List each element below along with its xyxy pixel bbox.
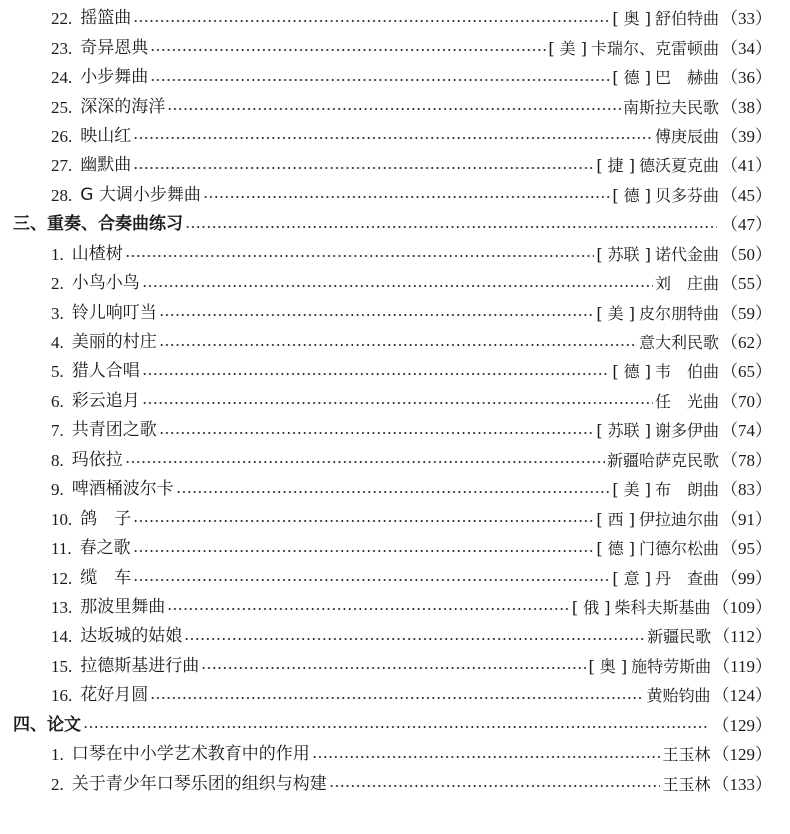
entry-composer: 丹 查曲 — [654, 568, 719, 588]
entry-composer: 刘 庄曲 — [654, 274, 719, 294]
entry-composer: 皮尔朋特曲 — [638, 303, 719, 323]
dot-leader — [142, 402, 653, 404]
entry-number: 26. — [51, 126, 73, 146]
entry-number: 13. — [51, 597, 73, 617]
toc-entry[interactable] — [0, 652, 790, 681]
entry-title: 彩云追月 — [71, 390, 140, 411]
entry-attribution — [596, 505, 790, 534]
entry-composer: 王玉林 — [662, 774, 711, 794]
entry-attribution — [596, 416, 790, 445]
entry-page-number: （78） — [721, 450, 772, 470]
dot-leader — [312, 756, 661, 758]
entry-attribution — [655, 269, 790, 298]
entry-title: 幽默曲 — [80, 155, 132, 176]
toc-entry[interactable] — [0, 504, 790, 533]
toc-entry[interactable] — [0, 298, 790, 327]
entry-attribution — [596, 151, 790, 180]
entry-title: 达坂城的姑娘 — [80, 626, 183, 647]
entry-title: 啤酒桶波尔卡 — [71, 479, 174, 500]
entry-composer: 卡瑞尔、克雷顿曲 — [590, 38, 719, 58]
dot-leader — [185, 226, 717, 228]
entry-number: 2. — [51, 274, 64, 294]
entry-composer: 巴 赫曲 — [654, 68, 719, 88]
dot-leader — [133, 520, 594, 522]
entry-title: 映山红 — [80, 125, 132, 146]
entry-number: 7. — [51, 421, 64, 441]
entry-page-number: （36） — [721, 68, 772, 88]
entry-composer: 门德尔松曲 — [638, 539, 719, 559]
entry-composer: 傅庚辰曲 — [654, 126, 719, 146]
toc-entry[interactable] — [0, 534, 790, 563]
entry-country: [ 苏联 ] — [596, 244, 651, 264]
toc-entry[interactable] — [0, 740, 790, 769]
dot-leader — [167, 608, 570, 610]
entry-number: 15. — [51, 656, 73, 676]
entry-country: [ 俄 ] — [571, 597, 611, 617]
entry-country: [ 苏联 ] — [596, 421, 651, 441]
entry-composer: 韦 伯曲 — [654, 362, 719, 382]
entry-number: 3. — [51, 303, 64, 323]
entry-country: [ 美 ] — [612, 480, 651, 500]
entry-number: 三、 — [13, 214, 47, 235]
entry-composer: 伊拉迪尔曲 — [638, 509, 719, 529]
entry-page-number: （119） — [713, 656, 772, 676]
dot-leader — [159, 314, 595, 316]
dot-leader — [142, 373, 611, 375]
entry-country: [ 奥 ] — [612, 9, 651, 29]
entry-attribution — [572, 593, 790, 622]
toc-entry[interactable] — [0, 622, 790, 651]
entry-title: 缆 车 — [80, 567, 132, 588]
toc-entry[interactable] — [0, 563, 790, 592]
entry-country: [ 美 ] — [596, 303, 635, 323]
toc-entry[interactable] — [0, 328, 790, 357]
dot-leader — [150, 49, 546, 51]
entry-country: [ 德 ] — [612, 185, 651, 205]
entry-composer: 意大利民歌 — [638, 333, 719, 353]
entry-title: 共青团之歌 — [71, 420, 157, 441]
entry-page-number: （124） — [712, 686, 772, 706]
entry-attribution — [662, 740, 790, 769]
entry-composer: 新疆民歌 — [647, 627, 712, 647]
entry-composer: 贝多芬曲 — [654, 185, 719, 205]
entry-composer: 谢多伊曲 — [654, 421, 719, 441]
dot-leader — [159, 432, 595, 434]
entry-country: [ 西 ] — [596, 509, 635, 529]
entry-page-number: （129） — [712, 715, 772, 735]
entry-attribution — [612, 475, 790, 504]
entry-attribution — [655, 122, 790, 151]
entry-attribution — [596, 240, 790, 269]
entry-title: 拉德斯基进行曲 — [80, 655, 200, 676]
entry-number: 四、 — [13, 714, 47, 735]
entry-number: 27. — [51, 156, 73, 176]
toc-entry[interactable] — [0, 181, 790, 210]
entry-page-number: （50） — [721, 244, 772, 264]
entry-page-number: （65） — [721, 362, 772, 382]
entry-composer: 南斯拉夫民歌 — [622, 97, 719, 117]
dot-leader — [125, 461, 605, 463]
entry-composer: 布 朗曲 — [654, 480, 719, 500]
dot-leader — [201, 667, 586, 669]
entry-attribution — [623, 93, 790, 122]
entry-title: 摇篮曲 — [80, 8, 132, 29]
toc-entry[interactable] — [0, 92, 790, 121]
entry-title: 关于青少年口琴乐团的组织与构建 — [71, 773, 327, 794]
dot-leader — [133, 550, 595, 552]
entry-number: 23. — [51, 38, 73, 58]
entry-composer: 诺代金曲 — [654, 244, 719, 264]
entry-number: 9. — [51, 480, 64, 500]
entry-number: 10. — [51, 509, 73, 529]
entry-country: [ 意 ] — [612, 568, 651, 588]
entry-country: [ 德 ] — [612, 68, 651, 88]
entry-number: 4. — [51, 333, 64, 353]
toc-entry[interactable] — [0, 151, 790, 180]
entry-attribution — [646, 681, 790, 710]
entry-composer: 舒伯特曲 — [654, 9, 719, 29]
toc-entry[interactable] — [0, 475, 790, 504]
entry-attribution — [612, 4, 790, 33]
entry-title: 铃儿响叮当 — [71, 302, 157, 323]
entry-attribution — [612, 564, 790, 593]
entry-number: 24. — [51, 68, 73, 88]
toc-entry[interactable] — [0, 593, 790, 622]
dot-leader — [159, 344, 637, 346]
entry-composer: 德沃夏克曲 — [638, 156, 719, 176]
dot-leader — [150, 79, 610, 81]
entry-attribution — [612, 357, 790, 386]
entry-page-number: （41） — [721, 156, 772, 176]
entry-page-number: （129） — [712, 745, 772, 765]
entry-title: 奇异恩典 — [80, 37, 149, 58]
entry-attribution — [647, 622, 790, 651]
entry-number: 1. — [51, 745, 64, 765]
toc-entry[interactable] — [0, 240, 790, 269]
entry-composer: 施特劳斯曲 — [631, 656, 712, 676]
entry-attribution — [596, 534, 790, 563]
entry-page-number: （112） — [713, 627, 772, 647]
entry-number: 25. — [51, 97, 73, 117]
toc-entry[interactable] — [0, 4, 790, 33]
entry-number: 22. — [51, 9, 73, 29]
dot-leader — [83, 726, 709, 728]
entry-attribution — [662, 770, 790, 799]
entry-title: 猎人合唱 — [71, 361, 140, 382]
entry-page-number: （133） — [712, 774, 772, 794]
entry-number: 1. — [51, 244, 64, 264]
entry-composer: 王玉林 — [662, 745, 711, 765]
entry-title: 那波里舞曲 — [80, 596, 166, 617]
entry-composer: 黄贻钧曲 — [646, 686, 711, 706]
entry-page-number: （95） — [721, 539, 772, 559]
toc-entry[interactable] — [0, 416, 790, 445]
entry-title: 重奏、合奏曲练习 — [47, 214, 183, 235]
toc-entry[interactable] — [0, 446, 790, 475]
entry-title: 山楂树 — [71, 243, 123, 264]
table-of-contents — [0, 4, 790, 799]
entry-attribution — [639, 328, 790, 357]
entry-attribution — [612, 63, 790, 92]
entry-page-number: （109） — [712, 597, 772, 617]
entry-number: 5. — [51, 362, 64, 382]
entry-country: [ 德 ] — [612, 362, 651, 382]
entry-composer: 任 光曲 — [654, 391, 719, 411]
entry-page-number: （33） — [721, 9, 772, 29]
entry-attribution — [596, 299, 790, 328]
dot-leader — [150, 697, 644, 699]
dot-leader — [167, 108, 621, 110]
entry-page-number: （59） — [721, 303, 772, 323]
entry-number: 2. — [51, 774, 64, 794]
entry-page-number: （62） — [721, 333, 772, 353]
toc-entry[interactable] — [0, 769, 790, 798]
entry-page-number: （99） — [721, 568, 772, 588]
entry-title: 美丽的村庄 — [71, 332, 157, 353]
entry-number: 14. — [51, 627, 73, 647]
dot-leader — [133, 20, 610, 22]
dot-leader — [125, 255, 595, 257]
entry-number: 11. — [51, 539, 72, 559]
entry-attribution — [612, 181, 790, 210]
dot-leader — [176, 491, 611, 493]
entry-number: 16. — [51, 686, 73, 706]
entry-number: 28. — [51, 185, 73, 205]
toc-entry[interactable] — [0, 681, 790, 710]
entry-country: [ 奥 ] — [588, 656, 628, 676]
toc-entry[interactable] — [0, 269, 790, 298]
entry-composer: 柴科夫斯基曲 — [614, 597, 711, 617]
entry-title: 春之歌 — [79, 538, 131, 559]
entry-page-number: （91） — [721, 509, 772, 529]
dot-leader — [203, 196, 610, 198]
entry-page-number: （70） — [721, 391, 772, 411]
entry-composer: 新疆哈萨克民歌 — [606, 450, 719, 470]
entry-attribution — [548, 34, 790, 63]
entry-country: [ 美 ] — [548, 38, 587, 58]
dot-leader — [329, 785, 661, 787]
entry-title: 小鸟小鸟 — [71, 273, 140, 294]
dot-leader — [133, 137, 653, 139]
entry-country: [ 德 ] — [596, 539, 635, 559]
dot-leader — [133, 579, 610, 581]
entry-title: 鸽 子 — [80, 508, 132, 529]
toc-entry[interactable] — [0, 122, 790, 151]
entry-page-number: （47） — [721, 215, 772, 235]
dot-leader — [133, 167, 594, 169]
entry-title: 花好月圆 — [80, 685, 149, 706]
entry-page-number: （38） — [721, 97, 772, 117]
entry-page-number: （83） — [721, 480, 772, 500]
entry-attribution — [711, 711, 790, 740]
entry-page-number: （45） — [721, 185, 772, 205]
toc-entry[interactable] — [0, 387, 790, 416]
entry-title: 玛依拉 — [71, 449, 123, 470]
entry-attribution — [655, 387, 790, 416]
toc-section-heading[interactable] — [0, 210, 790, 239]
entry-title: 深深的海洋 — [80, 96, 166, 117]
entry-attribution — [588, 652, 790, 681]
dot-leader — [184, 638, 645, 640]
entry-number: 12. — [51, 568, 73, 588]
entry-number: 8. — [51, 450, 64, 470]
entry-number: 6. — [51, 391, 64, 411]
entry-title: G 大调小步舞曲 — [80, 184, 201, 205]
dot-leader — [142, 285, 653, 287]
toc-entry[interactable] — [0, 33, 790, 62]
toc-entry[interactable] — [0, 357, 790, 386]
entry-page-number: （74） — [721, 421, 772, 441]
toc-entry[interactable] — [0, 63, 790, 92]
entry-page-number: （55） — [721, 274, 772, 294]
entry-attribution — [607, 446, 790, 475]
entry-country: [ 捷 ] — [596, 156, 635, 176]
entry-title: 论文 — [47, 714, 81, 735]
entry-attribution — [719, 210, 790, 239]
entry-title: 口琴在中小学艺术教育中的作用 — [71, 744, 310, 765]
entry-page-number: （34） — [721, 38, 772, 58]
toc-section-heading[interactable] — [0, 711, 790, 740]
entry-title: 小步舞曲 — [80, 67, 149, 88]
entry-page-number: （39） — [721, 126, 772, 146]
